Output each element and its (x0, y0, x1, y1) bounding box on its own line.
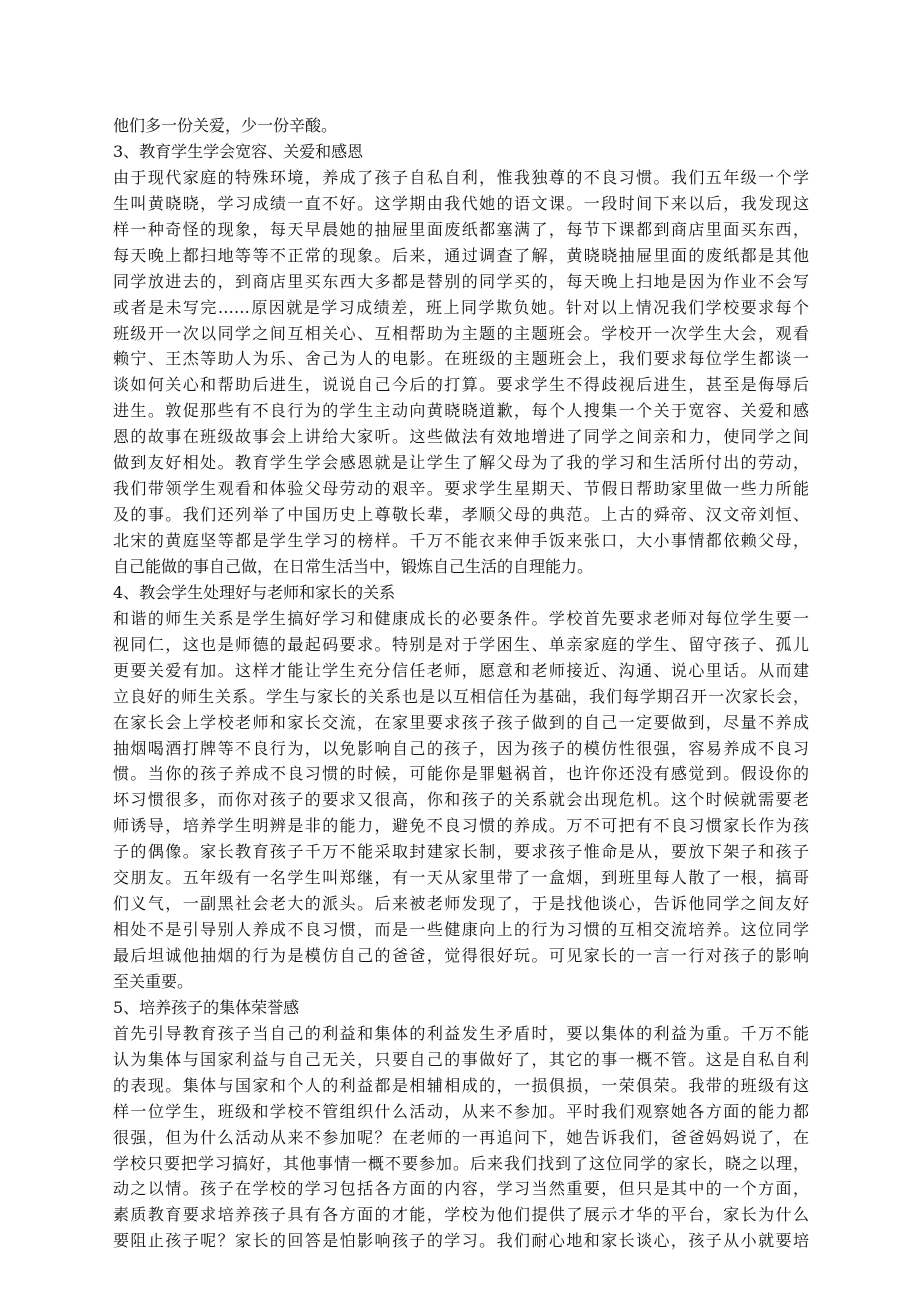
section-heading: 4、教会学生处理好与老师和家长的关系 (113, 582, 396, 602)
text-line: 立良好的师生关系。学生与家长的关系也是以互相信任为基础，我们每学期召开一次家长会， (113, 686, 809, 706)
text-line: 认为集体与国家利益与自己无关，只要自己的事做好了，其它的事一概不管。这是自私自利 (113, 1049, 809, 1069)
text-line: 坏习惯很多，而你对孩子的要求又很高，你和孩子的关系就会出现危机。这个时候就需要老 (113, 790, 809, 810)
text-line: 做到友好相处。教育学生学会感恩就是让学生了解父母为了我的学习和生活所付出的劳动， (113, 453, 809, 473)
text-line: 进生。敦促那些有不良行为的学生主动向黄晓晓道歉，每个人搜集一个关于宽容、关爱和感 (113, 401, 809, 421)
text-line: 的表现。集体与国家和个人的利益都是相辅相成的，一损俱损，一荣俱荣。我带的班级有这 (113, 1075, 809, 1095)
text-line: 至关重要。 (113, 971, 194, 991)
text-line: 班级开一次以同学之间互相关心、互相帮助为主题的主题班会。学校开一次学生大会，观看 (113, 323, 809, 343)
text-line: 惯。当你的孩子养成不良习惯的时候，可能你是罪魁祸首，也许你还没有感觉到。假设你的 (113, 764, 809, 784)
section-heading: 3、教育学生学会宽容、关爱和感恩 (113, 141, 364, 161)
text-line: 们义气，一副黑社会老大的派头。后来被老师发现了，于是找他谈心，告诉他同学之间友好 (113, 894, 809, 914)
text-line: 相处不是引导别人养成不良习惯，而是一些健康向上的行为习惯的互相交流培养。这位同学 (113, 920, 809, 940)
text-line: 北宋的黄庭坚等都是学生学习的榜样。千万不能衣来伸手饭来张口，大小事情都依赖父母， (113, 531, 809, 550)
text-line: 恩的故事在班级故事会上讲给大家听。这些做法有效地增进了同学之间亲和力，使同学之间 (113, 427, 809, 447)
text-line: 生叫黄晓晓，学习成绩一直不好。这学期由我代她的语文课。一段时间下来以后，我发现这 (113, 193, 809, 213)
text-line: 同学放进去的，到商店里买东西大多都是替别的同学买的，每天晚上扫地是因为作业不会写 (113, 271, 809, 291)
section-heading: 5、培养孩子的集体荣誉感 (113, 997, 300, 1017)
text-line: 视同仁，这也是师德的最起码要求。特别是对于学困生、单亲家庭的学生、留守孩子、孤儿 (113, 634, 809, 654)
text-line: 样一种奇怪的现象，每天早晨她的抽屉里面废纸都塞满了，每节下课都到商店里面买东西， (113, 219, 809, 239)
document-body (113, 113, 809, 1254)
text-line: 最后坦诚他抽烟的行为是模仿自己的爸爸，觉得很好玩。可见家长的一言一行对孩子的影响 (113, 946, 809, 965)
text-line: 师诱导，培养学生明辨是非的能力，避免不良习惯的养成。万不可把有不良习惯家长作为孩 (113, 816, 809, 836)
text-line: 由于现代家庭的特殊环境，养成了孩子自私自利，惟我独尊的不良习惯。我们五年级一个学 (113, 167, 809, 187)
text-line: 抽烟喝酒打牌等不良行为，以免影响自己的孩子，因为孩子的模仿性很强，容易养成不良习 (113, 738, 809, 758)
text-line: 他们多一份关爱，少一份辛酸。 (113, 116, 338, 135)
text-line: 很强，但为什么活动从来不参加呢？在老师的一再追问下，她告诉我们，爸爸妈妈说了，在 (113, 1127, 809, 1147)
text-line: 我们带领学生观看和体验父母劳动的艰辛。要求学生星期天、节假日帮助家里做一些力所能 (113, 479, 809, 499)
text-line: 要阻止孩子呢？家长的回答是怕影响孩子的学习。我们耐心地和家长谈心，孩子从小就要培 (113, 1231, 809, 1251)
text-line: 及的事。我们还列举了中国历史上尊敬长辈，孝顺父母的典范。上古的舜帝、汉文帝刘恒、 (113, 505, 809, 525)
text-line: 和谐的师生关系是学生搞好学习和健康成长的必要条件。学校首先要求老师对每位学生要一 (113, 608, 809, 628)
text-line: 动之以情。孩子在学校的学习包括各方面的内容，学习当然重要，但只是其中的一个方面， (113, 1179, 809, 1199)
text-line: 或者是未写完……原因就是学习成绩差，班上同学欺负她。针对以上情况我们学校要求每个 (113, 297, 809, 317)
text-line: 更要关爱有加。这样才能让学生充分信任老师，愿意和老师接近、沟通、说心里话。从而建 (113, 660, 809, 680)
text-line: 谈如何关心和帮助后进生，说说自己今后的打算。要求学生不得歧视后进生，甚至是侮辱后 (113, 375, 809, 395)
text-line: 每天晚上都扫地等等不正常的现象。后来，通过调查了解，黄晓晓抽屉里面的废纸都是其他 (113, 245, 809, 265)
text-line: 学校只要把学习搞好，其他事情一概不要参加。后来我们找到了这位同学的家长，晓之以理， (113, 1153, 809, 1173)
text-line: 交朋友。五年级有一名学生叫郑继，有一天从家里带了一盒烟，到班里每人散了一根，搞哥 (113, 868, 809, 888)
text-line: 子的偶像。家长教育孩子千万不能采取封建家长制，要求孩子惟命是从，要放下架子和孩子 (113, 842, 809, 862)
text-line: 素质教育要求培养孩子具有各方面的才能，学校为他们提供了展示才华的平台，家长为什么 (113, 1205, 809, 1225)
text-line: 首先引导教育孩子当自己的利益和集体的利益发生矛盾时，要以集体的利益为重。千万不能 (113, 1023, 809, 1043)
text-line: 赖宁、王杰等助人为乐、舍己为人的电影。在班级的主题班会上，我们要求每位学生都谈一 (113, 349, 809, 369)
text-line: 样一位学生，班级和学校不管组织什么活动，从来不参加。平时我们观察她各方面的能力都 (113, 1101, 809, 1121)
text-line: 在家长会上学校老师和家长交流，在家里要求孩子孩子做到的自己一定要做到，尽量不养成 (113, 712, 809, 732)
text-line: 自己能做的事自己做，在日常生活当中，锻炼自己生活的自理能力。 (113, 556, 594, 576)
